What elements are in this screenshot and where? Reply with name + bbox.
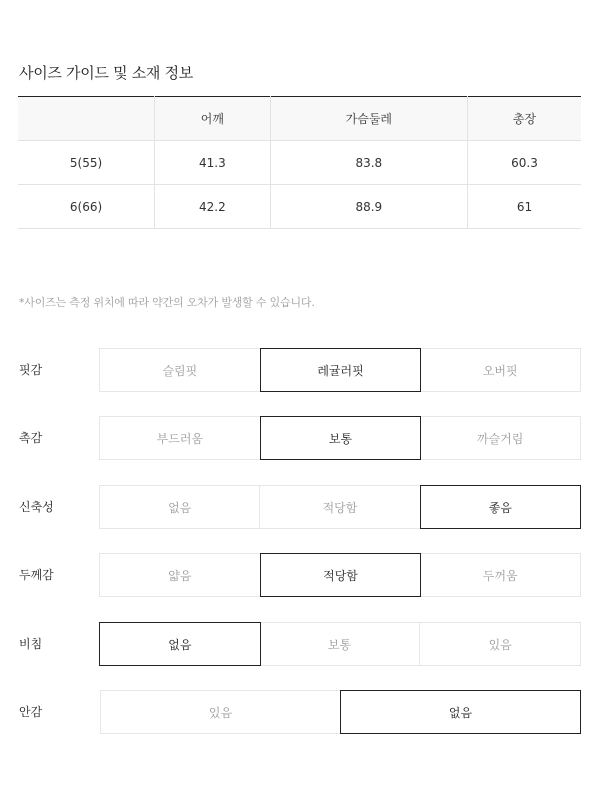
- table-row: [18, 185, 581, 229]
- size-table-header-row: [18, 97, 581, 141]
- attribute-label: 비침: [19, 637, 43, 651]
- table-cell: 5(55): [18, 141, 155, 185]
- table-cell: 88.9: [270, 185, 467, 229]
- attribute-row-lining: [0, 690, 614, 734]
- attribute-label: 신축성: [19, 500, 54, 514]
- table-cell: 83.8: [270, 141, 467, 185]
- attribute-label: 촉감: [19, 431, 43, 445]
- size-table-header: 총장: [468, 97, 581, 141]
- attribute-options: [99, 348, 581, 392]
- size-table: [18, 96, 581, 229]
- attribute-row-fit: [0, 348, 614, 392]
- attribute-row-stretch: [0, 485, 614, 529]
- attribute-label: 두께감: [19, 568, 54, 582]
- option-yes[interactable]: 있음: [488, 637, 512, 652]
- attribute-row-touch: [0, 416, 614, 460]
- attribute-options: [99, 485, 581, 529]
- option-none[interactable]: 없음: [100, 486, 260, 528]
- attribute-row-thickness: [0, 553, 614, 597]
- attribute-label: 안감: [19, 705, 43, 719]
- option-good[interactable]: 좋음: [420, 485, 581, 529]
- attribute-options: [100, 690, 581, 734]
- size-table-header: 어깨: [155, 97, 271, 141]
- attribute-options: [99, 622, 581, 666]
- option-slim-fit[interactable]: 슬림핏: [100, 349, 261, 391]
- size-table-header: 가슴둘레: [270, 97, 467, 141]
- table-cell: 61: [468, 185, 581, 229]
- table-row: [18, 141, 581, 185]
- size-table-header: [18, 97, 155, 141]
- option-normal[interactable]: 보통: [260, 623, 421, 665]
- option-yes[interactable]: 있음: [101, 691, 341, 733]
- option-none[interactable]: 없음: [340, 690, 581, 734]
- size-note: *사이즈는 측정 위치에 따라 약간의 오차가 발생할 수 있습니다.: [19, 296, 315, 309]
- option-regular-fit[interactable]: 레귤러핏: [260, 348, 422, 392]
- table-cell: 42.2: [155, 185, 271, 229]
- option-thin[interactable]: 얇음: [100, 554, 261, 596]
- option-none[interactable]: 없음: [99, 622, 261, 666]
- attribute-row-sheerness: [0, 622, 614, 666]
- option-soft[interactable]: 부드러움: [100, 417, 261, 459]
- attribute-options: [99, 416, 581, 460]
- option-over-fit[interactable]: 오버핏: [482, 363, 518, 378]
- attribute-label: 핏감: [19, 363, 43, 377]
- option-rough[interactable]: 까슬거림: [476, 431, 524, 446]
- table-cell: 41.3: [155, 141, 271, 185]
- table-cell: 6(66): [18, 185, 155, 229]
- option-moderate[interactable]: 적당함: [260, 486, 420, 528]
- page-title: 사이즈 가이드 및 소재 정보: [19, 64, 193, 82]
- option-moderate[interactable]: 적당함: [260, 553, 422, 597]
- option-thick[interactable]: 두꺼움: [482, 568, 518, 583]
- table-cell: 60.3: [468, 141, 581, 185]
- attribute-options: [99, 553, 581, 597]
- option-normal[interactable]: 보통: [260, 416, 422, 460]
